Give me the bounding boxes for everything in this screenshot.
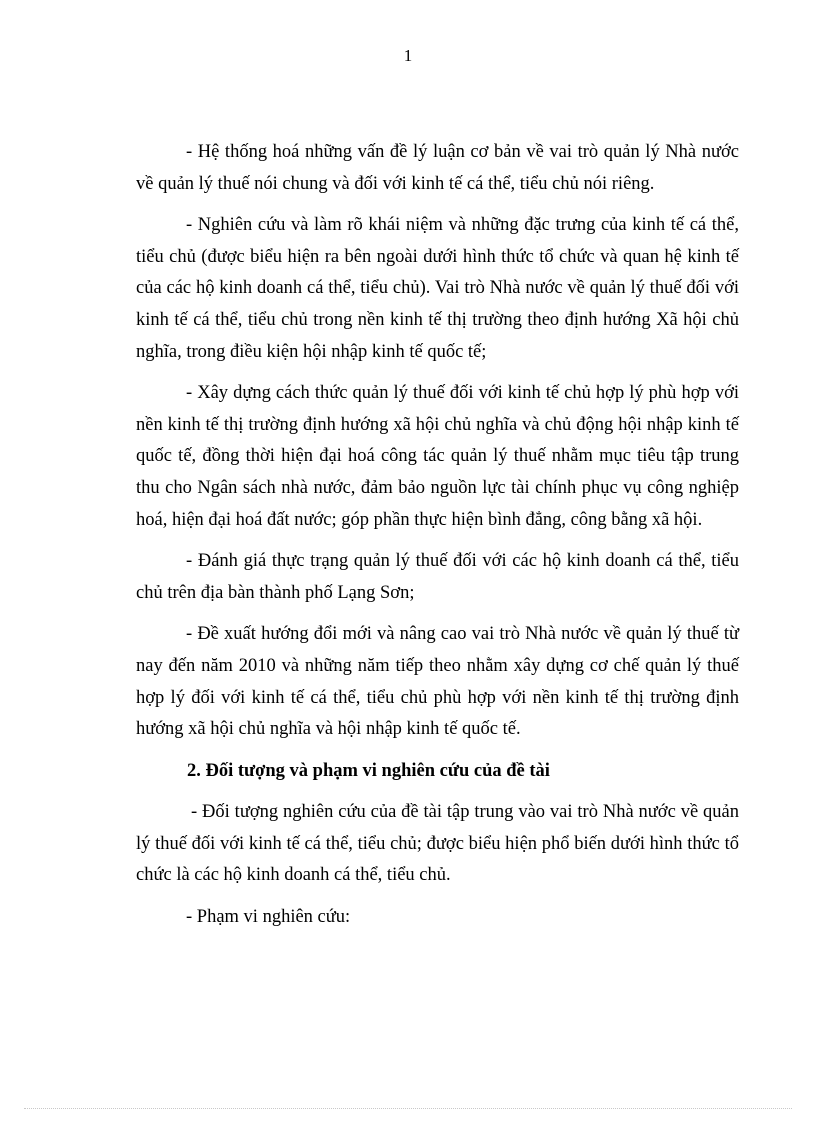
document-body xyxy=(136,137,739,944)
page-number: 1 xyxy=(403,46,413,65)
page-footer-divider xyxy=(24,1108,792,1109)
paragraph-objective-2: - Nghiên cứu và làm rõ khái niệm và những đặc trưng của kinh tế cá thể, tiểu chủ (được biểu hiện ra bên ngoài dưới hình thức tổ chức và quan hệ kinh tế của các hộ kinh doanh cá thể, tiểu chủ). Vai trò Nhà nước về quản lý thuế đối với kinh tế cá thể, tiểu chủ trong nền kinh tế thị trường theo định hướng Xã hội chủ nghĩa, trong điều kiện hội nhập kinh tế quốc tế; xyxy=(136,215,739,362)
paragraph-research-subject: - Đối tượng nghiên cứu của đề tài tập trung vào vai trò Nhà nước về quản lý thuế đối với kinh tế cá thể, tiểu chủ; được biểu hiện phổ biến dưới hình thức tổ chức là các hộ kinh doanh cá thể, tiểu chủ. xyxy=(136,802,739,886)
section-heading: 2. Đối tượng và phạm vi nghiên cứu của đề tài xyxy=(187,760,550,781)
paragraph-objective-3: - Xây dựng cách thức quản lý thuế đối với kinh tế chủ hợp lý phù hợp với nền kinh tế thị trường định hướng xã hội chủ nghĩa và chủ động hội nhập kinh tế quốc tế, đồng thời hiện đại hoá công tác quản lý thuế nhằm mục tiêu tập trung thu cho Ngân sách nhà nước, đảm bảo nguồn lực tài chính phục vụ công nghiệp hoá, hiện đại hoá đất nước; góp phần thực hiện bình đẳng, công bằng xã hội. xyxy=(136,383,739,530)
paragraph-objective-1: - Hệ thống hoá những vấn đề lý luận cơ bản về vai trò quản lý Nhà nước về quản lý thuế nói chung và đối với kinh tế cá thể, tiểu chủ nói riêng. xyxy=(136,142,739,194)
paragraph-research-scope: - Phạm vi nghiên cứu: xyxy=(186,907,351,928)
paragraph-objective-5: - Đề xuất hướng đổi mới và nâng cao vai trò Nhà nước về quản lý thuế từ nay đến năm 2010 và những năm tiếp theo nhằm xây dựng cơ chế quản lý thuế hợp lý đối với kinh tế cá thể, tiểu chủ phù hợp với nền kinh tế thị trường định hướng xã hội chủ nghĩa và hội nhập kinh tế quốc tế. xyxy=(136,624,739,740)
paragraph-objective-4: - Đánh giá thực trạng quản lý thuế đối với các hộ kinh doanh cá thể, tiểu chủ trên địa bàn thành phố Lạng Sơn; xyxy=(136,551,739,603)
